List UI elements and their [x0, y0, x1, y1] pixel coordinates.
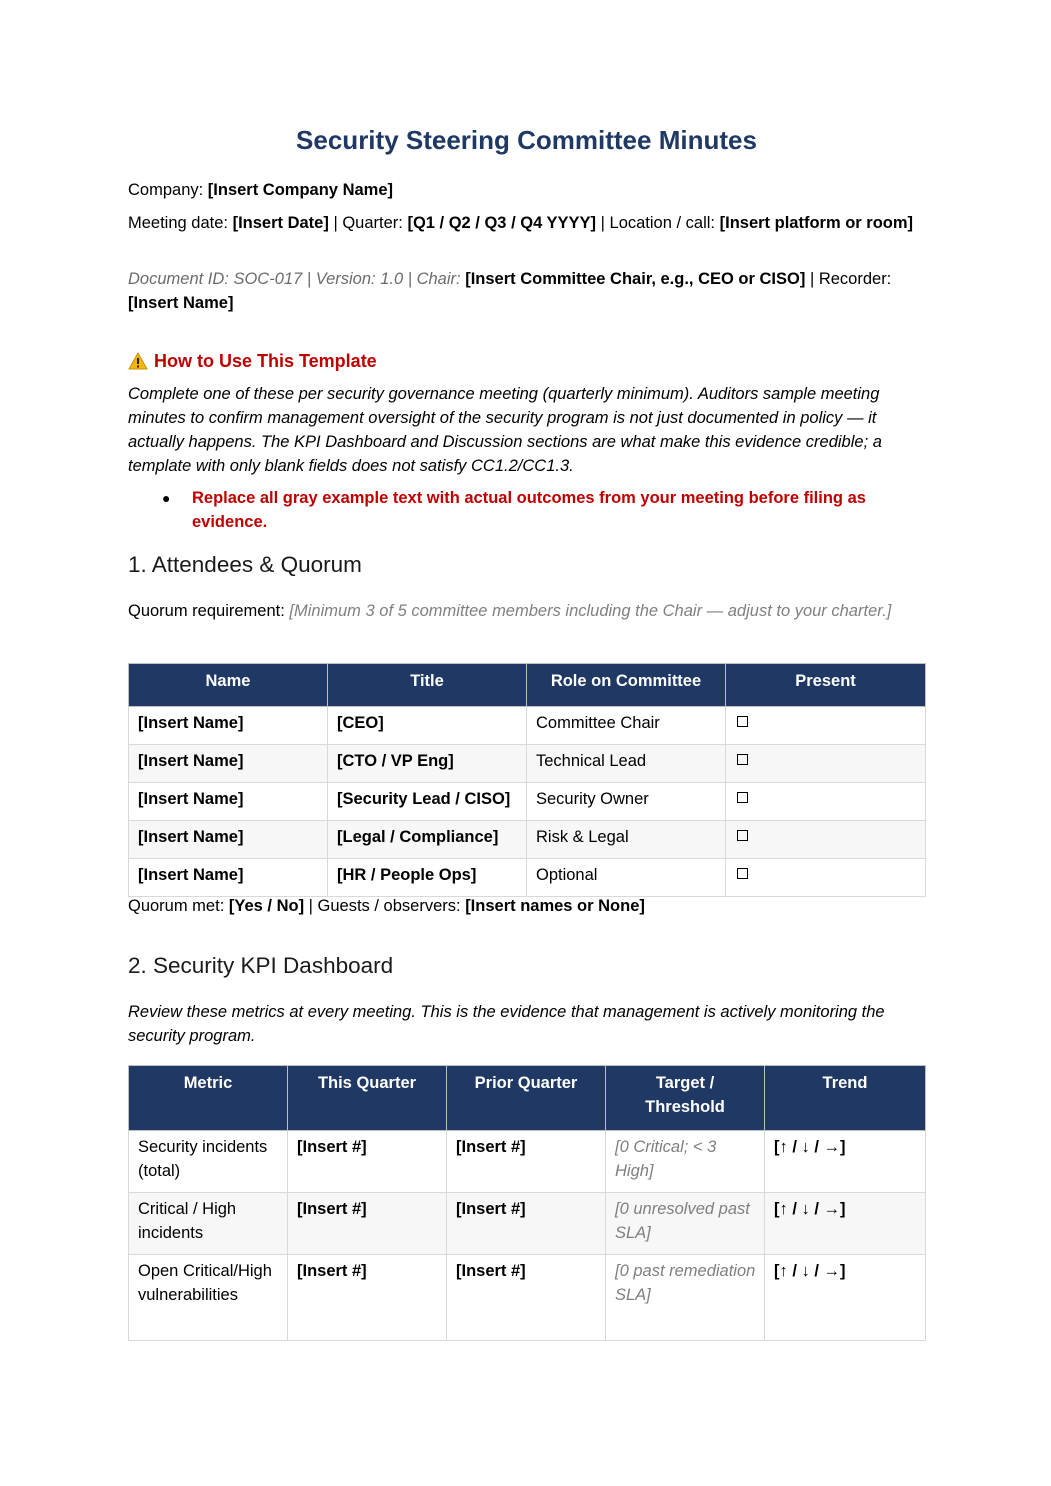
column-header-title: Title [328, 664, 527, 707]
trend-value: [↑ / ↓ / →] [765, 1193, 926, 1255]
target-value: [0 unresolved past SLA] [606, 1193, 765, 1255]
quorum-requirement-line [128, 599, 925, 623]
how-to-bullet [128, 486, 925, 534]
column-header-role: Role on Committee [527, 664, 726, 707]
attendee-name: [Insert Name] [129, 707, 328, 745]
kpi-intro: Review these metrics at every meeting. This is the evidence that management is actively monitoring the security program. [128, 1003, 885, 1045]
how-to-heading [128, 348, 377, 374]
kpi-table [128, 1065, 926, 1341]
attendee-title: [Legal / Compliance] [328, 821, 527, 859]
column-header-this-quarter: This Quarter [288, 1066, 447, 1131]
section-2-heading: 2. Security KPI Dashboard [128, 953, 394, 978]
prior-quarter-value: [Insert #] [447, 1193, 606, 1255]
attendees-table [128, 663, 926, 897]
this-quarter-value: [Insert #] [288, 1131, 447, 1193]
meeting-line [128, 211, 925, 235]
trend-value: [↑ / ↓ / →] [765, 1131, 926, 1193]
metric-name: Critical / High incidents [129, 1193, 288, 1255]
company-value: [Insert Company Name] [207, 181, 394, 199]
trend-value: [↑ / ↓ / →] [765, 1255, 926, 1341]
table-row [129, 1131, 926, 1193]
attendee-role: Committee Chair [527, 707, 726, 745]
column-header-trend: Trend [765, 1066, 926, 1131]
quorum-met-label: Quorum met: [128, 897, 225, 915]
quorum-met-value: [Yes / No] [228, 897, 305, 915]
attendee-title: [Security Lead / CISO] [328, 783, 527, 821]
present-checkbox[interactable] [737, 830, 748, 841]
quarter-label: | Quarter: [333, 214, 403, 232]
attendee-title: [CTO / VP Eng] [328, 745, 527, 783]
present-cell [726, 859, 926, 897]
how-to-heading-text: How to Use This Template [154, 351, 377, 371]
location-label: | Location / call: [600, 214, 716, 232]
present-cell [726, 745, 926, 783]
attendee-name: [Insert Name] [129, 783, 328, 821]
document-meta-line [128, 267, 925, 315]
present-cell [726, 783, 926, 821]
table-row [129, 783, 926, 821]
recorder-label: | Recorder: [809, 270, 892, 288]
attendee-title: [HR / People Ops] [328, 859, 527, 897]
attendee-name: [Insert Name] [129, 821, 328, 859]
attendees-header-row [129, 664, 926, 707]
prior-quarter-value: [Insert #] [447, 1131, 606, 1193]
table-row [129, 821, 926, 859]
attendee-role: Risk & Legal [527, 821, 726, 859]
table-row [129, 859, 926, 897]
company-line [128, 178, 925, 202]
column-header-present: Present [726, 664, 926, 707]
table-row [129, 745, 926, 783]
attendee-title: [CEO] [328, 707, 527, 745]
metric-name: Security incidents (total) [129, 1131, 288, 1193]
recorder-value: [Insert Name] [128, 294, 234, 312]
guests-label: | Guests / observers: [308, 897, 461, 915]
document-title: Security Steering Committee Minutes [296, 125, 757, 155]
document-meta: Document ID: SOC-017 | Version: 1.0 | Chair: [128, 270, 461, 288]
present-cell [726, 707, 926, 745]
location-value: [Insert platform or room] [719, 214, 914, 232]
kpi-header-row [129, 1066, 926, 1131]
attendee-role: Security Owner [527, 783, 726, 821]
table-row [129, 1193, 926, 1255]
table-row [129, 1255, 926, 1341]
present-checkbox[interactable] [737, 868, 748, 879]
present-checkbox[interactable] [737, 792, 748, 803]
present-checkbox[interactable] [737, 754, 748, 765]
warning-icon [128, 352, 148, 370]
section-1-heading: 1. Attendees & Quorum [128, 552, 362, 577]
column-header-name: Name [129, 664, 328, 707]
bullet-icon: ● [162, 490, 171, 506]
metric-name: Open Critical/High vulnerabilities [129, 1255, 288, 1341]
meeting-date-label: Meeting date: [128, 214, 228, 232]
target-value: [0 Critical; < 3 High] [606, 1131, 765, 1193]
this-quarter-value: [Insert #] [288, 1193, 447, 1255]
attendee-role: Optional [527, 859, 726, 897]
company-label: Company: [128, 181, 204, 199]
quarter-value: [Q1 / Q2 / Q3 / Q4 YYYY] [407, 214, 597, 232]
column-header-target: Target / Threshold [606, 1066, 765, 1131]
attendee-role: Technical Lead [527, 745, 726, 783]
column-header-prior-quarter: Prior Quarter [447, 1066, 606, 1131]
table-row [129, 707, 926, 745]
column-header-metric: Metric [129, 1066, 288, 1131]
present-cell [726, 821, 926, 859]
quorum-requirement-value: [Minimum 3 of 5 committee members including the Chair — adjust to your charter.] [289, 602, 892, 620]
target-value: [0 past remediation SLA] [606, 1255, 765, 1341]
attendee-name: [Insert Name] [129, 745, 328, 783]
quorum-requirement-label: Quorum requirement: [128, 602, 285, 620]
attendee-name: [Insert Name] [129, 859, 328, 897]
guests-value: [Insert names or None] [465, 897, 645, 915]
chair-value: [Insert Committee Chair, e.g., CEO or CISO] [465, 270, 806, 288]
present-checkbox[interactable] [737, 716, 748, 727]
meeting-date-value: [Insert Date] [232, 214, 329, 232]
how-to-bullet-text: Replace all gray example text with actual outcomes from your meeting before filing as evidence. [192, 489, 866, 531]
prior-quarter-value: [Insert #] [447, 1255, 606, 1341]
quorum-met-line [128, 894, 925, 918]
this-quarter-value: [Insert #] [288, 1255, 447, 1341]
how-to-body: Complete one of these per security governance meeting (quarterly minimum). Auditors sample meeting minutes to confirm management oversight of the security program is not just documented in policy — it actually happens. The KPI Dashboard and Discussion sections are what make this evidence credible; a template with only blank fields does not satisfy CC1.2/CC1.3. [128, 385, 882, 475]
